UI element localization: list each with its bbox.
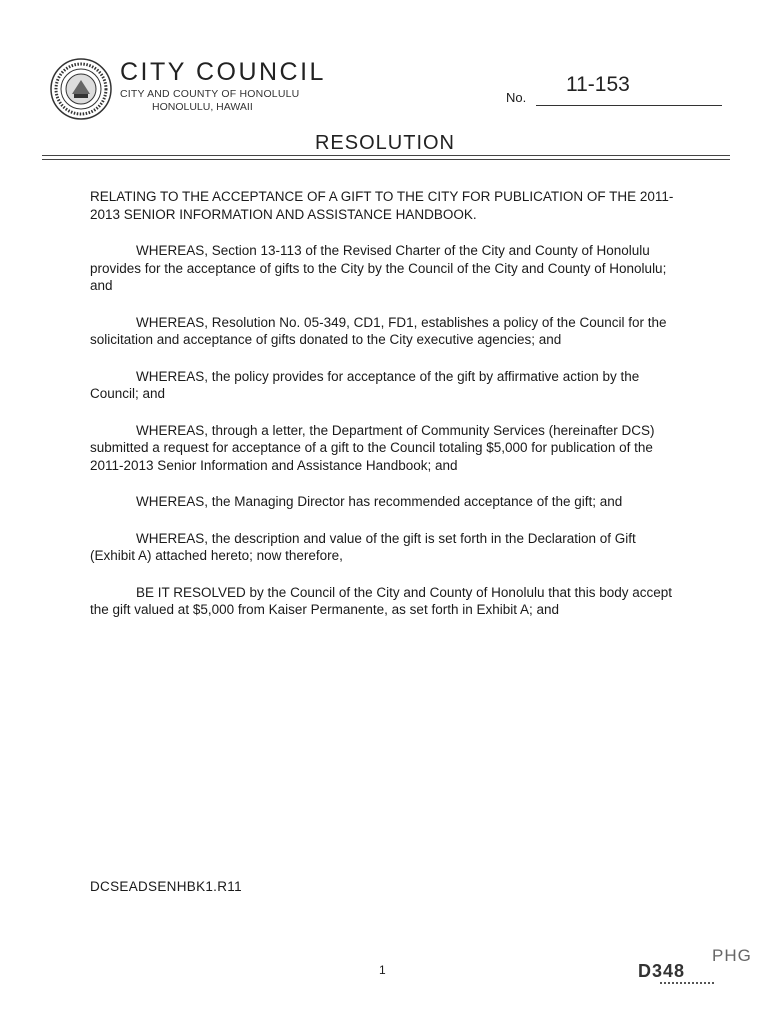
resolved-paragraph: BE IT RESOLVED by the Council of the City and County of Honolulu that this body accept the gift valued at $5,000 from Kaiser Permanente, as set forth in Exhibit A; and [90,584,673,617]
council-subtitle: CITY AND COUNTY OF HONOLULU [120,88,300,100]
council-title: CITY COUNCIL [120,58,326,86]
stamp-underline [660,982,714,984]
whereas-paragraph: WHEREAS, through a letter, the Department of Community Services (hereinafter DCS) submitted a request for acceptance of a gift to the Council totaling $5,000 for publication of the 2011-2013 Senior Information and Assistance Handbook; and [90,422,655,473]
whereas-paragraph: WHEREAS, Resolution No. 05-349, CD1, FD1, establishes a policy of the Council for the solicitation and acceptance of gifts donated to the City executive agencies; and [90,314,667,347]
document-title: RESOLUTION [314,132,456,154]
resolution-number-label: No. [506,90,527,105]
city-seal-icon [50,58,112,120]
resolution-subject: RELATING TO THE ACCEPTANCE OF A GIFT TO THE CITY FOR PUBLICATION OF THE 2011-2013 SENIOR INFORMATION AND ASSISTANCE HANDBOOK. [90,189,674,222]
title-rule-top [42,155,730,156]
resolution-body [90,188,684,638]
number-underline [536,105,722,106]
resolution-number: 11-153 [566,73,630,96]
title-rule-bottom [42,159,730,160]
stamp-code: PHG [712,946,752,965]
whereas-paragraph: WHEREAS, Section 13-113 of the Revised Charter of the City and County of Honolulu provides for the acceptance of gifts to the City by the Council of the City and County of Honolulu; and [90,243,667,293]
whereas-paragraph: WHEREAS, the description and value of the gift is set forth in the Declaration of Gift (Exhibit A) attached hereto; now therefore, [90,530,636,563]
document-filename: DCSEADSENHBK1.R11 [90,879,242,894]
stamp-id: D348 [638,961,686,981]
whereas-paragraph: WHEREAS, the Managing Director has recommended acceptance of the gift; and [136,494,623,509]
whereas-paragraph: WHEREAS, the policy provides for acceptance of the gift by affirmative action by the Council; and [90,368,640,401]
page-number: 1 [379,963,386,977]
council-location: HONOLULU, HAWAII [152,101,253,113]
